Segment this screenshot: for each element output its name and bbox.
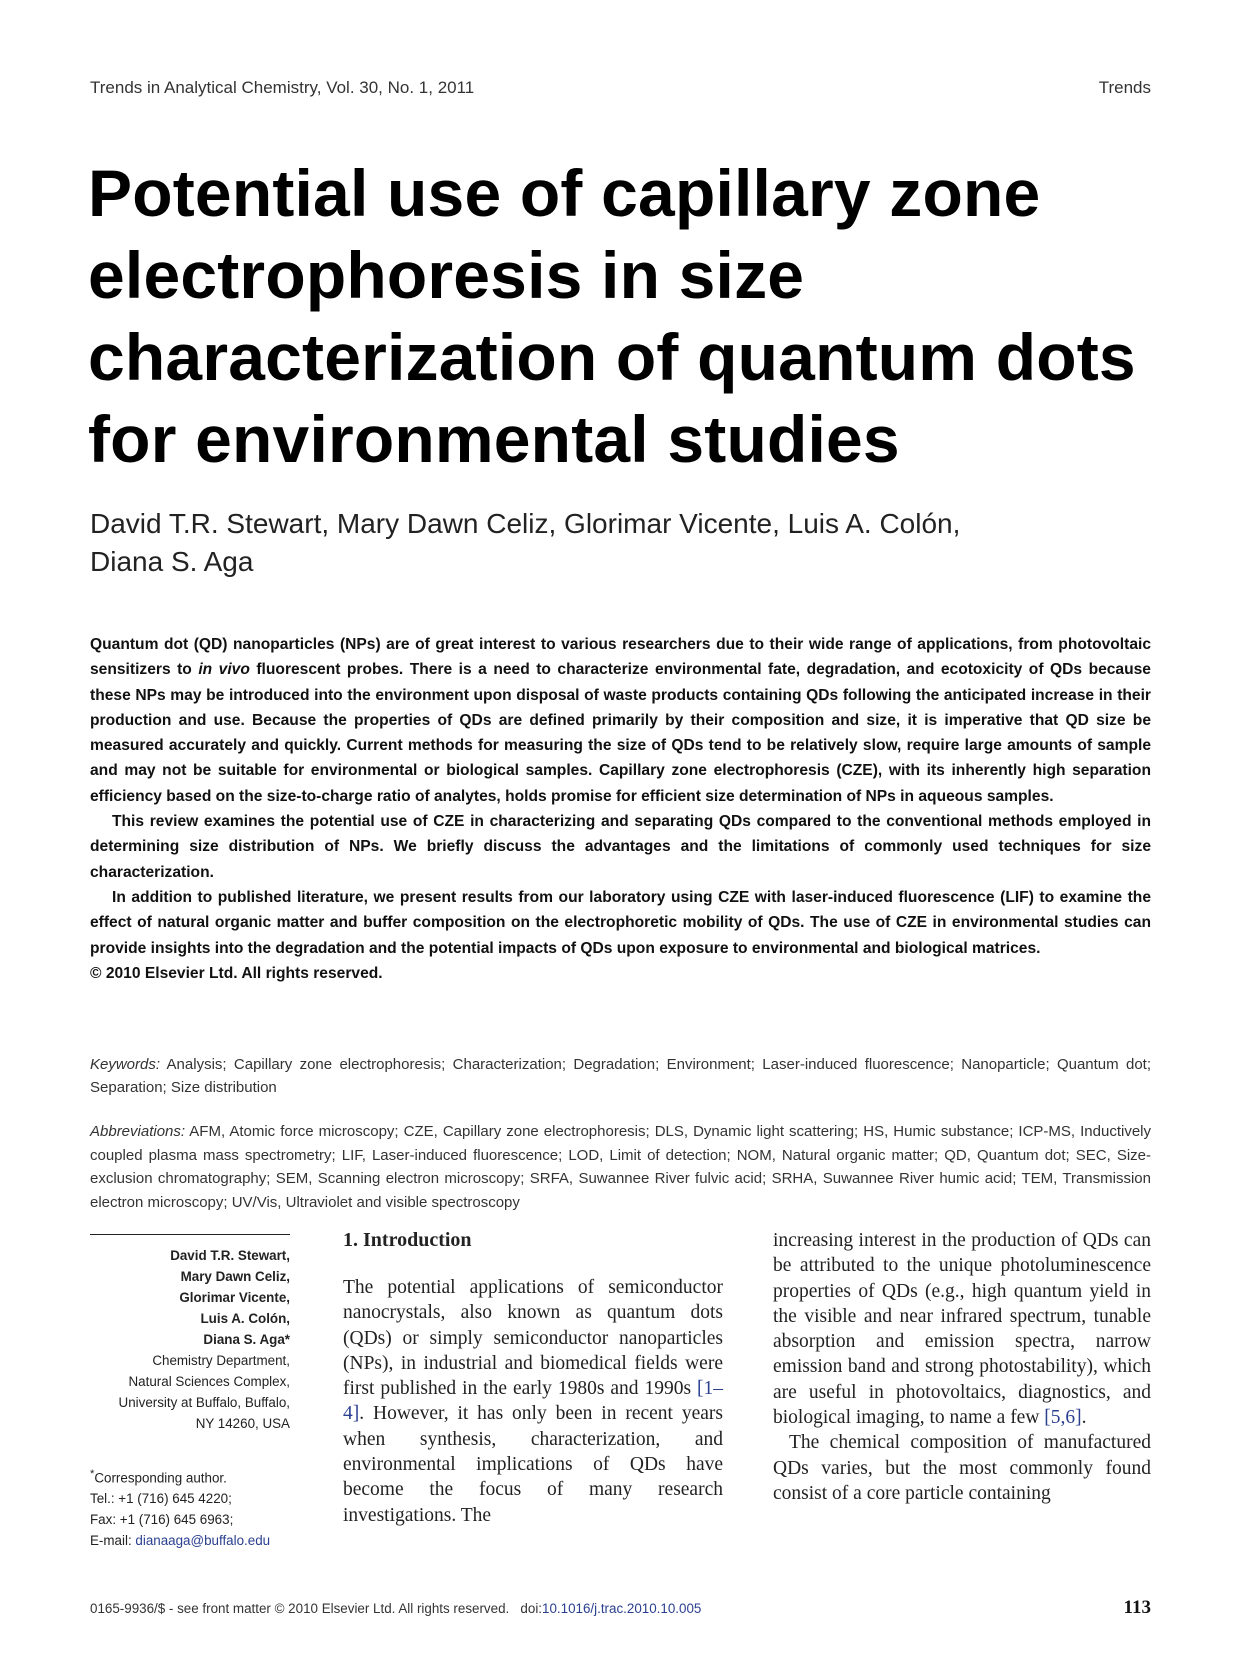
body-text: . However, it has only been in recent years when synthesis, characterization, and environmental implications of QDs have become the focus of many research investigations. The	[343, 1403, 723, 1526]
doi-link[interactable]: 10.1016/j.trac.2010.10.005	[542, 1601, 702, 1616]
body-text: increasing interest in the production of QDs can be attributed to the unique photoluminescence properties of QDs (e.g., high quantum yield in the visible and near infrared spectrum, tunable absorption and emission spectra, narrow emission band and strong photostability), which are useful in photovoltaics, diagnostics, and biological imaging, to name a few	[773, 1230, 1151, 1429]
citation-link[interactable]: [1–4]	[343, 1378, 723, 1425]
address-line: NY 14260, USA	[195, 1416, 290, 1431]
abstract	[90, 632, 1151, 986]
journal-citation: Trends in Analytical Chemistry, Vol. 30, No. 1, 2011	[90, 78, 475, 97]
body-text: The potential applications of semiconductor nanocrystals, also known as quantum dots (QDs) or simply semiconductor nanoparticles (NPs), in industrial and biomedical fields were first published in the early 1980s and 1990s	[343, 1277, 723, 1400]
footer-notice	[90, 1601, 701, 1616]
column-rule	[90, 1234, 290, 1235]
body-paragraph	[343, 1275, 723, 1528]
affiliation-name: Glorimar Vicente,	[179, 1290, 290, 1305]
front-matter-text: 0165-9936/$ - see front matter © 2010 Elsevier Ltd. All rights reserved.	[90, 1601, 510, 1616]
address-line: Chemistry Department,	[152, 1353, 290, 1368]
section-label: Trends	[1098, 78, 1151, 97]
title-line: Potential use of capillary zone	[88, 156, 1041, 230]
body-paragraph	[773, 1228, 1151, 1430]
keywords	[90, 1053, 1151, 1099]
page-footer	[90, 1597, 1151, 1619]
address-line: Natural Sciences Complex,	[128, 1374, 290, 1389]
email-label: E-mail:	[90, 1533, 136, 1549]
affiliation-name: Luis A. Colón,	[200, 1311, 290, 1326]
section-heading: 1. Introduction	[343, 1229, 472, 1251]
keywords-text: Analysis; Capillary zone electrophoresis; Characterization; Degradation; Environment; Laser-induced fluorescence; Nanoparticle; Quantum dot; Separation; Size distribution	[90, 1056, 1151, 1096]
citation-link[interactable]: [5,6]	[1044, 1407, 1082, 1429]
abstract-italic: in vivo	[198, 661, 250, 679]
title-line: for environmental studies	[88, 402, 900, 476]
body-text: .	[1081, 1407, 1087, 1429]
author-list	[90, 505, 1151, 581]
author-line: Diana S. Aga	[90, 546, 254, 577]
affiliation-address	[90, 1350, 290, 1434]
email-link[interactable]: dianaaga@buffalo.edu	[135, 1533, 271, 1549]
abbreviations	[90, 1120, 1151, 1214]
corresponding-label	[90, 1464, 300, 1488]
doi-label: doi:	[520, 1601, 543, 1616]
abstract-paragraph: This review examines the potential use of CZE in characterizing and separating QDs compared to the conventional methods employed in determining size distribution of NPs. We briefly discuss the advantages and the limitations of commonly used techniques for size characterization.	[90, 813, 1151, 881]
abstract-text: Quantum dot (QD) nanoparticles (NPs) are of great interest to various researchers due to their wide range of applications, from photovoltaic sensitizers to	[90, 636, 1151, 679]
abstract-paragraph	[90, 632, 1151, 809]
abbreviations-text: AFM, Atomic force microscopy; CZE, Capillary zone electrophoresis; DLS, Dynamic light scattering; HS, Humic substance; ICP-MS, Inductively coupled plasma mass spectrometry; LIF, Laser-induced fluorescence; LOD, Limit of detection; NOM, Natural organic matter; QD, Quantum dot; SEC, Size-exclusion chromatography; SEM, Scanning electron microscopy; SRFA, Suwannee River fulvic acid; SRHA, Suwannee River humic acid; TEM, Transmission electron microscopy; UV/Vis, Ultraviolet and visible spectroscopy	[90, 1123, 1151, 1211]
corresponding-mark: *	[90, 1468, 95, 1480]
copyright-line: © 2010 Elsevier Ltd. All rights reserved.	[90, 964, 383, 982]
body-column-right	[773, 1228, 1151, 1506]
affiliation-name: Mary Dawn Celiz,	[180, 1269, 290, 1284]
affiliation-name: Diana S. Aga*	[203, 1332, 290, 1347]
author-line: David T.R. Stewart, Mary Dawn Celiz, Glorimar Vicente, Luis A. Colón,	[90, 508, 961, 539]
corresponding-fax: Fax: +1 (716) 645 6963;	[90, 1512, 234, 1528]
address-line: University at Buffalo, Buffalo,	[118, 1395, 290, 1410]
title-line: electrophoresis in size	[88, 238, 805, 312]
corresponding-label-text: Corresponding author.	[94, 1470, 227, 1486]
corresponding-author	[90, 1464, 300, 1551]
corresponding-email-line	[90, 1530, 300, 1551]
corresponding-tel: Tel.: +1 (716) 645 4220;	[90, 1491, 232, 1507]
abstract-paragraph: In addition to published literature, we present results from our laboratory using CZE with laser-induced fluorescence (LIF) to examine the effect of natural organic matter and buffer composition on the electrophoretic mobility of QDs. The use of CZE in environmental studies can provide insights into the degradation and the potential impacts of QDs upon exposure to environmental and biological matrices.	[90, 888, 1151, 957]
keywords-label: Keywords:	[90, 1056, 161, 1073]
page-number: 113	[1123, 1597, 1151, 1618]
body-column-left	[343, 1228, 723, 1528]
affiliation-name: David T.R. Stewart,	[170, 1248, 290, 1263]
title-line: characterization of quantum dots	[88, 320, 1136, 394]
body-paragraph: The chemical composition of manufactured QDs varies, but the most commonly found consist of a core particle containing	[773, 1432, 1151, 1504]
author-affiliation	[90, 1245, 290, 1434]
running-head	[90, 78, 1151, 98]
article-title	[88, 152, 1168, 480]
affiliation-names	[90, 1245, 290, 1350]
abstract-text: fluorescent probes. There is a need to characterize environmental fate, degradation, and ecotoxicity of QDs because these NPs may be introduced into the environment upon disposal of waste products containing QDs following the anticipated increase in their production and use. Because the properties of QDs are defined primarily by their composition and size, it is imperative that QD size be measured accurately and quickly. Current methods for measuring the size of QDs tend to be relatively slow, require large amounts of sample and may not be suitable for environmental or biological samples. Capillary zone electrophoresis (CZE), with its inherently high separation efficiency based on the size-to-charge ratio of analytes, holds promise for efficient size determination of NPs in aqueous samples.	[90, 661, 1151, 805]
abbreviations-label: Abbreviations:	[90, 1123, 186, 1140]
